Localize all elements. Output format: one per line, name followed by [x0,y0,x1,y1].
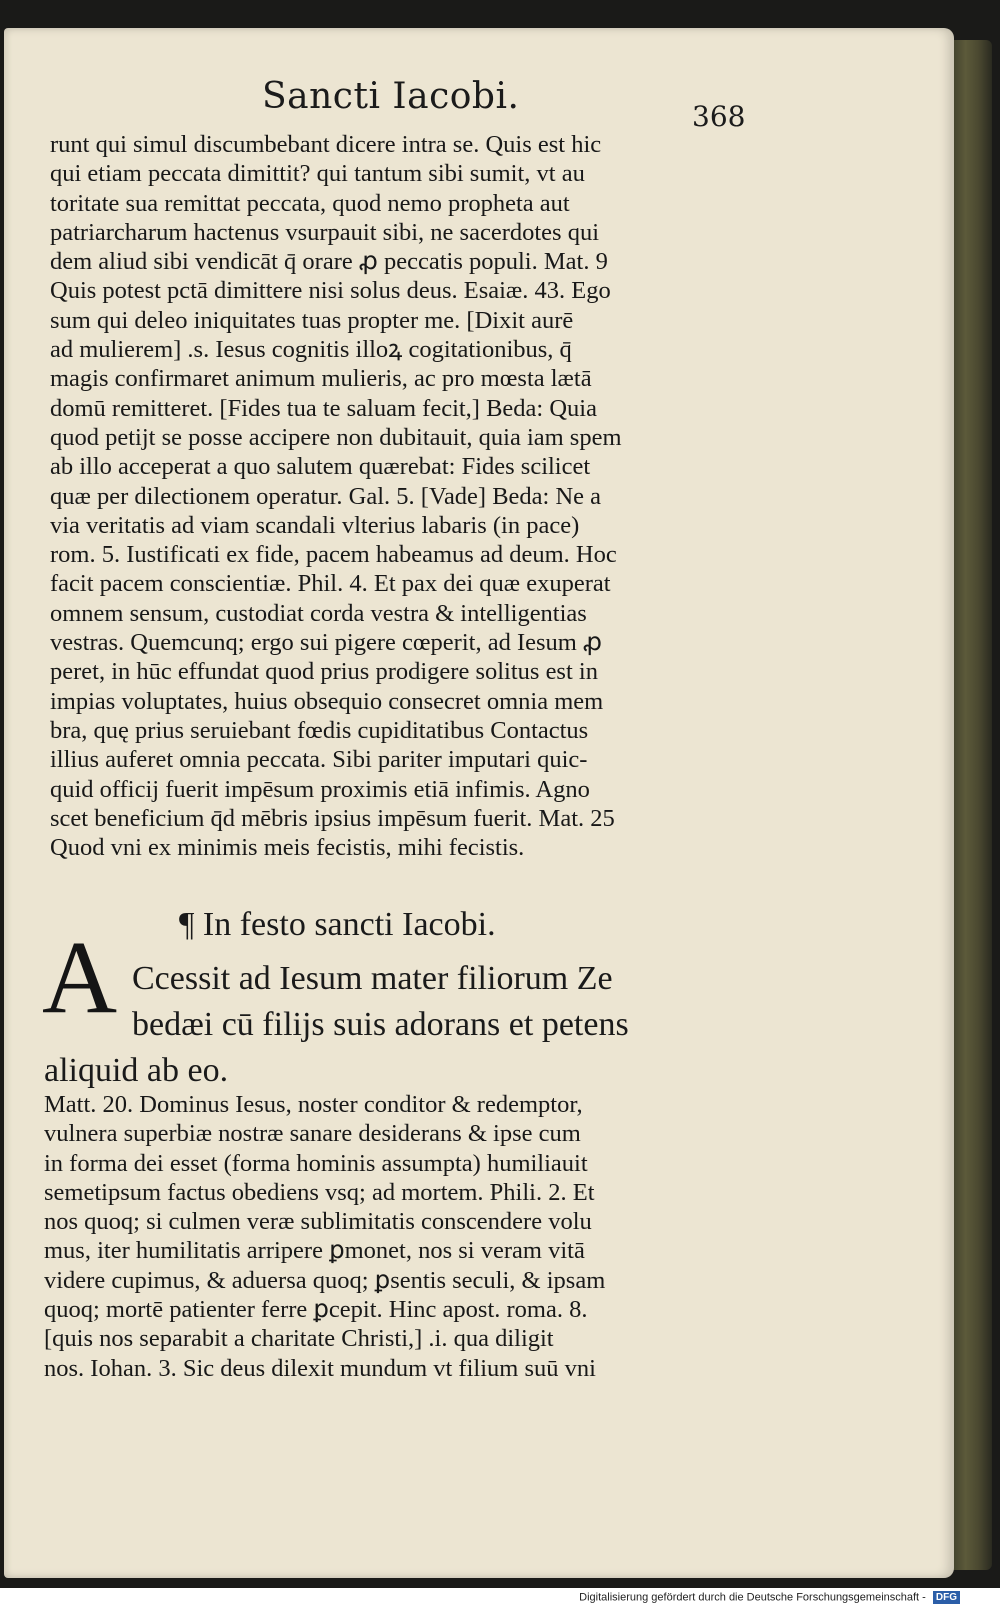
text-line: quæ per dilectionem operatur. Gal. 5. [Vade] Beda: Ne a [50,482,602,510]
text-line: peret, in hūc effundat quod prius prodigere solitus est in [50,658,598,686]
text-line: via veritatis ad viam scandali vlterius labaris (in pace) [50,511,580,539]
text-line: quod petijt se posse accipere non dubitauit, quia iam spem [50,423,622,451]
text-line: impias voluptates, huius obsequio consecret omnia mem [50,687,604,715]
text-line: ad mulierem] .s. Iesus cognitis illoꝝ cogitationibus, q̄ [50,336,572,364]
text-line: bra, quę prius seruiebant fœdis cupiditatibus Contactus [50,716,589,744]
text-line: qui etiam peccata dimittit? qui tantum sibi sumit, vt au [50,160,585,188]
lead-line: bedæi cū filijs suis adorans et petens [132,1006,629,1043]
text-line: quid officij fuerit impēsum proximis etiā infimis. Agno [50,775,590,803]
book-page [4,28,954,1578]
lead-line: Ccessit ad Iesum mater filiorum Ze [132,960,613,997]
text-line: quoq; mortē patienter ferre ꝑcepit. Hinc apost. roma. 8. [44,1296,588,1324]
text-line: facit pacem conscientiæ. Phil. 4. Et pax dei quæ exuperat [50,570,611,598]
pilcrow-mark: ¶ [179,906,195,943]
text-block-2 [44,1090,750,1383]
text-line: videre cupimus, & aduersa quoq; ꝑsentis seculi, & ipsam [44,1266,606,1294]
text-line: domū remitteret. [Fides tua te saluam fecit,] Beda: Quia [50,394,597,422]
text-line: in forma dei esset (forma hominis assumpta) humiliauit [44,1149,588,1177]
text-line: omnem sensum, custodiat corda vestra & intelligentias [50,599,587,627]
text-line: magis confirmaret animum mulieris, ac pro mœsta lætā [50,365,592,393]
lead-line: aliquid ab eo. [44,1052,229,1089]
text-line: Quis potest pctā dimittere nisi solus deus. Esaiæ. 43. Ego [50,277,611,305]
text-line: scet beneficium q̄d mēbris ipsius impēsum fuerit. Mat. 25 [50,804,615,832]
text-line: toritate sua remittat peccata, quod nemo propheta aut [50,189,570,217]
text-line: sum qui deleo iniquitates tuas propter me. [Dixit aurē [50,306,574,334]
text-line: nos. Iohan. 3. Sic deus dilexit mundum vt filium suū vni [44,1354,596,1382]
section-heading [179,906,496,944]
text-line: Quod vni ex minimis meis fecistis, mihi fecistis. [50,834,525,862]
footer-credit-text: Digitalisierung gefördert durch die Deutsche Forschungsgemeinschaft - [579,1591,926,1604]
section-heading-text: In festo sancti Iacobi. [202,906,496,943]
text-block-1 [50,130,750,862]
page-number: 368 [692,100,746,133]
footer-credit [579,1591,960,1604]
text-line: semetipsum factus obediens vsq; ad mortem. Phili. 2. Et [44,1178,595,1206]
text-line: mus, iter humilitatis arripere ꝑmonet, nos si veram vitā [44,1237,585,1265]
text-line: vulnera superbiæ nostræ sanare desiderans & ipse cum [44,1120,581,1148]
book-edge [948,40,992,1570]
text-line: nos quoq; si culmen veræ sublimitatis conscendere volu [44,1208,592,1236]
text-line: patriarcharum hactenus vsurpauit sibi, ne sacerdotes qui [50,218,600,246]
text-line: vestras. Quemcunq; ergo sui pigere cœperit, ad Iesum ꝓ [50,629,602,657]
text-line: Matt. 20. Dominus Iesus, noster conditor & redemptor, [44,1091,583,1118]
text-line: ab illo acceperat a quo salutem quærebat: Fides scilicet [50,453,591,481]
text-line: illius auferet omnia peccata. Sibi pariter imputari quic- [50,746,588,774]
running-head: Sancti Iacobi. [262,76,520,117]
drop-cap: A [42,920,118,1035]
text-line: dem aliud sibi vendicāt q̄ orare ꝓ peccatis populi. Mat. 9 [50,248,608,276]
dfg-logo: DFG [933,1591,960,1604]
text-line: [quis nos separabit a charitate Christi,] .i. qua diligit [44,1325,554,1353]
text-line: rom. 5. Iustificati ex fide, pacem habeamus ad deum. Hoc [50,541,617,569]
text-line: runt qui simul discumbebant dicere intra se. Quis est hic [50,131,602,158]
